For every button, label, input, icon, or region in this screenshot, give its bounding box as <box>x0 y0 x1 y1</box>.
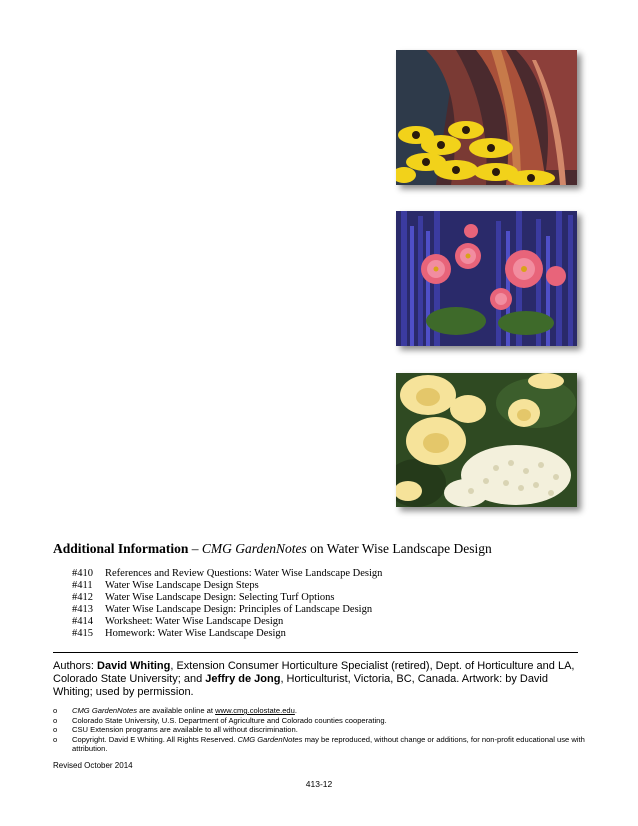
footnote-item <box>53 725 598 735</box>
note-4-text-a: Copyright. David E Whiting. All Rights Reserved. <box>72 734 238 744</box>
reference-item <box>72 580 382 592</box>
note-1-italic: CMG GardenNotes <box>72 706 137 715</box>
note-1-end: . <box>294 706 298 715</box>
reference-title: Water Wise Landscape Design: Principles of Landscape Design <box>105 604 373 615</box>
note-2-text: Colorado State University, U.S. Department of Agriculture and Colorado counties cooperating. <box>72 715 387 725</box>
reference-number: #414 <box>72 616 93 627</box>
reference-number: #410 <box>72 568 93 579</box>
note-4-italic: CMG GardenNotes <box>237 734 303 744</box>
website-link[interactable]: www.cmg.colostate.edu <box>215 706 295 715</box>
bullet-icon: o <box>53 706 58 715</box>
photo-canna-graphic <box>396 50 577 185</box>
note-1-text: are available online at <box>137 706 216 715</box>
bullet-icon: o <box>53 725 58 734</box>
reference-title: References and Review Questions: Water Wise Landscape Design <box>105 568 383 579</box>
page-number: 413-12 <box>305 779 333 789</box>
photo-roses-and-yarrow <box>396 373 577 507</box>
photo-zinnia-graphic <box>396 211 577 346</box>
revised-date: Revised October 2014 <box>53 761 133 770</box>
references-list <box>72 568 382 640</box>
author-2-desc: , Horticulturist, Victoria, BC, Canada. Artwork: by David Whiting; used by permission. <box>53 673 548 698</box>
reference-item <box>72 628 382 640</box>
reference-item <box>72 592 382 604</box>
author-2-name: Jeffry de Jong <box>205 673 281 685</box>
bullet-icon: o <box>53 734 58 744</box>
heading-dash: – <box>188 541 202 556</box>
heading-italic: CMG GardenNotes <box>201 541 307 556</box>
reference-title: Worksheet: Water Wise Landscape Design <box>105 616 284 627</box>
reference-number: #411 <box>72 580 93 591</box>
authors-credit <box>53 660 583 699</box>
reference-item <box>72 604 382 616</box>
footnote-item <box>53 716 598 726</box>
reference-item <box>72 568 382 580</box>
photo-canna-and-black-eyed-susans <box>396 50 577 185</box>
additional-information-heading <box>53 541 613 557</box>
author-1-name: David Whiting <box>97 660 171 672</box>
footnotes-list <box>53 706 598 754</box>
divider-rule <box>53 652 578 653</box>
authors-prefix: Authors: <box>53 660 98 672</box>
heading-rest: on Water Wise Landscape Design <box>306 541 492 556</box>
footnote-item <box>53 706 598 716</box>
photo-zinnias-and-salvia <box>396 211 577 346</box>
reference-number: #413 <box>72 604 93 615</box>
heading-bold: Additional Information <box>53 541 189 556</box>
reference-title: Homework: Water Wise Landscape Design <box>105 628 286 639</box>
author-1-desc: , Extension Consumer Horticulture Specialist (retired), Dept. of Horticulture and LA, Colorado State University; and <box>53 660 575 685</box>
reference-item <box>72 616 382 628</box>
footnote-item <box>53 735 598 754</box>
photo-roses-graphic <box>396 373 577 507</box>
reference-number: #412 <box>72 592 93 603</box>
reference-title: Water Wise Landscape Design Steps <box>105 580 259 591</box>
reference-title: Water Wise Landscape Design: Selecting Turf Options <box>105 592 335 603</box>
note-3-text: CSU Extension programs are available to all without discrimination. <box>72 725 298 734</box>
bullet-icon: o <box>53 715 58 725</box>
reference-number: #415 <box>72 628 93 639</box>
note-4-text-b: may be reproduced, without change or additions, for non-profit educational use with attribution. <box>72 734 585 753</box>
